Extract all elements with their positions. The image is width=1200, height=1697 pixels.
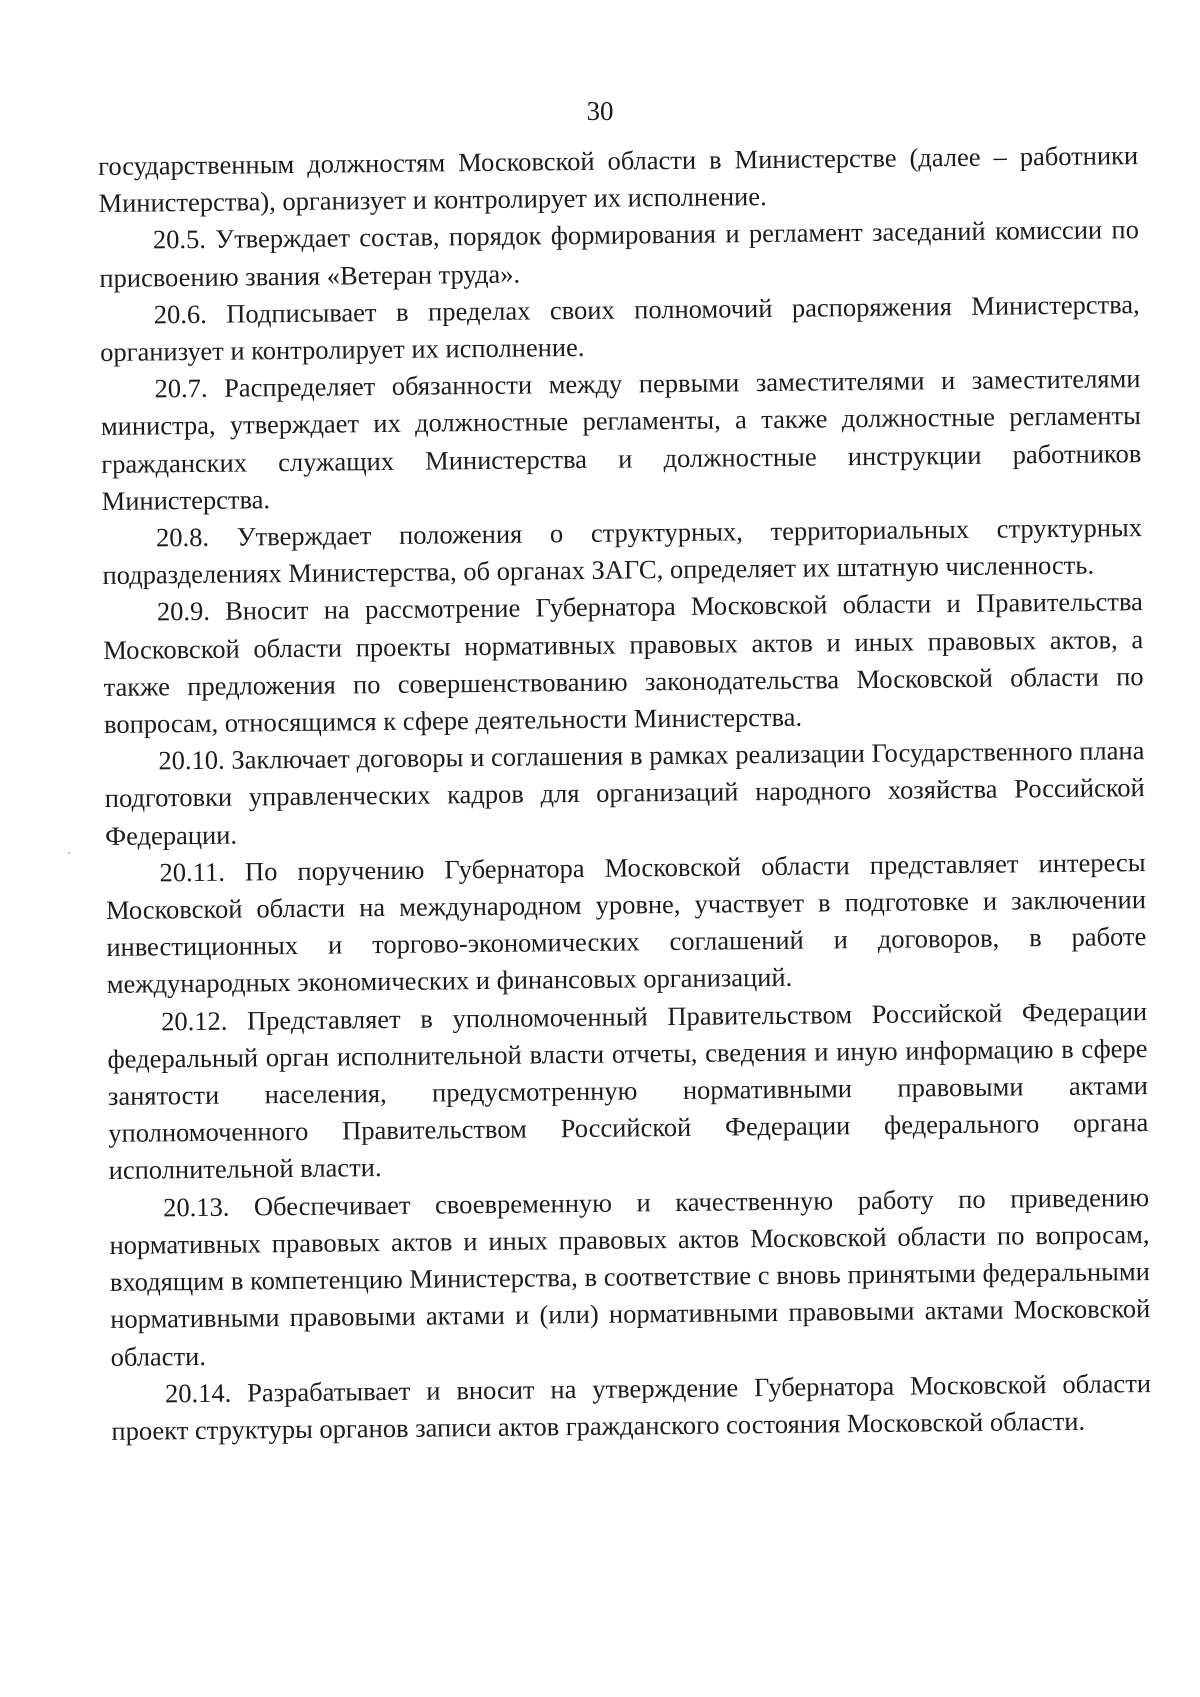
paragraph-continuation: государственным должностям Московской области в Министерстве (далее – работники Министерства), организует и контролирует их исполнение. [98,140,1139,219]
paragraph-20-10: 20.10. Заключает договоры и соглашения в рамках реализации Государственного плана подготовки управленческих кадров для организаций народного хозяйства Российской Федерации. [104,735,1145,851]
scan-artifact [68,852,70,854]
paragraph-20-7: 20.7. Распределяет обязанности между первыми заместителями и заместителями министра, утверждает их должностные регламенты, а также должностные регламенты гражданских служащих Министерства и должностные инструкции работников Министерства. [100,363,1142,516]
page-number: 30 [586,96,614,126]
paragraph-20-5: 20.5. Утверждает состав, порядок формирования и регламент заседаний комиссии по присвоению звания «Ветеран труда». [99,214,1140,293]
paragraph-20-13: 20.13. Обеспечивает своевременную и качественную работу по приведению нормативных правовых актов и иных правовых актов Московской области по вопросам, входящим в компетенцию Министерства, в соответствие с вновь принятыми федеральными нормативными правовыми актами и (или) нормативными правовыми актами Московской области. [109,1181,1151,1372]
document-body [98,137,1152,1450]
paragraph-20-6: 20.6. Подписывает в пределах своих полномочий распоряжения Министерства, организует и контролирует их исполнение. [99,288,1140,368]
paragraph-20-9: 20.9. Вносит на рассмотрение Губернатора Московской области и Правительства Московской области проекты нормативных правовых актов и иных правовых актов, а также предложения по совершенствованию законодательства Московской области по вопросам, относящимся к сфере деятельности Министерства. [103,586,1144,740]
paragraph-20-14: 20.14. Разрабатывает и вносит на утверждение Губернатора Московской области проект структуры органов записи актов гражданского состояния Московской области. [111,1367,1152,1446]
paragraph-20-8: 20.8. Утверждает положения о структурных, территориальных структурных подразделениях Министерства, об органах ЗАГС, определяет их штатную численность. [102,512,1143,591]
paragraph-20-11: 20.11. По поручению Губернатора Московской области представляет интересы Московской области на международном уровне, участвует в подготовке и заключении инвестиционных и торгово-экономических соглашений и договоров, в работе международных экономических и финансовых организаций. [105,846,1147,1000]
paragraph-20-12: 20.12. Представляет в уполномоченный Правительством Российской Федерации федеральный орган исполнительной власти отчеты, сведения и иную информацию в сфере занятости населения, предусмотренную нормативными правовыми актами уполномоченного Правительством Российской Федерации федерального органа исполнительной власти. [107,995,1149,1186]
